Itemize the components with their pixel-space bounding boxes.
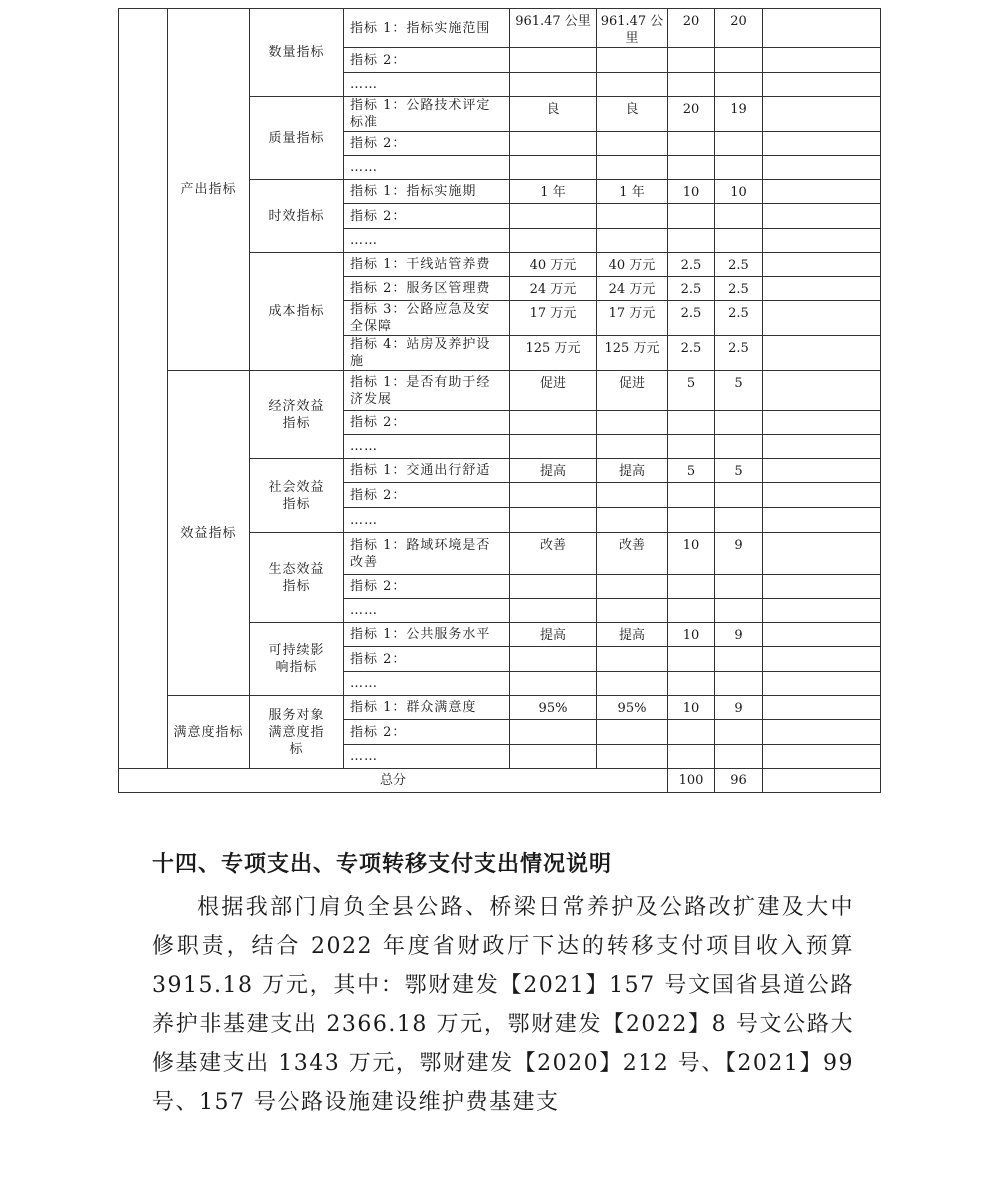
target-value-cell (510, 132, 597, 156)
target-value-cell (510, 483, 597, 508)
actual-value-cell (597, 672, 668, 696)
indicator-name-cell: 指标 1：指标实施期 (344, 180, 510, 204)
indicator-name-cell: 指标 1：是否有助于经济发展 (344, 371, 510, 411)
target-value-cell (510, 156, 597, 180)
actual-value-cell (597, 48, 668, 73)
note-cell (763, 301, 881, 336)
weight-cell: 5 (668, 459, 715, 483)
indicator-name-cell: …… (344, 508, 510, 533)
score-cell: 9 (715, 623, 763, 647)
score-cell (715, 599, 763, 623)
indicator-name-cell: …… (344, 435, 510, 459)
actual-value-cell: 提高 (597, 459, 668, 483)
indicator-name-cell: 指标 3：公路应急及安全保障 (344, 301, 510, 336)
actual-value-cell: 改善 (597, 533, 668, 575)
target-value-cell (510, 508, 597, 533)
target-value-cell (510, 411, 597, 435)
indicator-name-cell: 指标 1：干线站管养费 (344, 253, 510, 277)
target-value-cell: 95% (510, 696, 597, 720)
score-cell: 5 (715, 371, 763, 411)
actual-value-cell: 40 万元 (597, 253, 668, 277)
indicator-name-cell: 指标 2： (344, 204, 510, 229)
score-cell (715, 229, 763, 253)
weight-cell (668, 156, 715, 180)
level3-indicator-cell: 经济效益指标 (250, 371, 344, 459)
actual-value-cell: 良 (597, 97, 668, 132)
target-value-cell: 提高 (510, 623, 597, 647)
target-value-cell (510, 599, 597, 623)
indicator-name-cell: 指标 2： (344, 132, 510, 156)
actual-value-cell: 961.47 公里 (597, 9, 668, 48)
target-value-cell (510, 204, 597, 229)
indicator-name-cell: 指标 1：群众满意度 (344, 696, 510, 720)
indicator-name-cell: 指标 2： (344, 483, 510, 508)
note-cell (763, 508, 881, 533)
level3-indicator-cell: 可持续影响指标 (250, 623, 344, 696)
note-cell (763, 435, 881, 459)
score-cell (715, 720, 763, 745)
weight-cell: 20 (668, 9, 715, 48)
note-cell (763, 132, 881, 156)
indicator-name-cell: 指标 2： (344, 720, 510, 745)
total-score-cell: 96 (715, 769, 763, 793)
note-cell (763, 696, 881, 720)
score-cell (715, 745, 763, 769)
score-cell: 2.5 (715, 336, 763, 371)
target-value-cell: 17 万元 (510, 301, 597, 336)
table-row (119, 371, 881, 411)
weight-cell: 2.5 (668, 301, 715, 336)
target-value-cell: 改善 (510, 533, 597, 575)
weight-cell: 10 (668, 533, 715, 575)
note-cell (763, 647, 881, 672)
note-cell (763, 575, 881, 599)
weight-cell: 5 (668, 371, 715, 411)
level2-indicator-cell: 效益指标 (168, 371, 250, 696)
note-cell (763, 229, 881, 253)
level1-blank-cell (119, 9, 168, 769)
weight-cell (668, 599, 715, 623)
actual-value-cell (597, 73, 668, 97)
target-value-cell: 24 万元 (510, 277, 597, 301)
actual-value-cell: 促进 (597, 371, 668, 411)
indicator-name-cell: 指标 2： (344, 411, 510, 435)
note-cell (763, 156, 881, 180)
performance-table (118, 8, 881, 793)
weight-cell (668, 647, 715, 672)
score-cell: 2.5 (715, 277, 763, 301)
note-cell (763, 672, 881, 696)
target-value-cell: 961.47 公里 (510, 9, 597, 48)
note-cell (763, 720, 881, 745)
note-cell (763, 204, 881, 229)
level3-indicator-cell: 社会效益指标 (250, 459, 344, 533)
table-row (119, 696, 881, 720)
actual-value-cell (597, 508, 668, 533)
score-cell: 2.5 (715, 301, 763, 336)
total-weight-cell: 100 (668, 769, 715, 793)
score-cell (715, 48, 763, 73)
indicator-name-cell: …… (344, 73, 510, 97)
actual-value-cell: 提高 (597, 623, 668, 647)
score-cell (715, 411, 763, 435)
indicator-name-cell: …… (344, 745, 510, 769)
level3-indicator-cell: 成本指标 (250, 253, 344, 371)
weight-cell: 2.5 (668, 253, 715, 277)
indicator-name-cell: …… (344, 672, 510, 696)
weight-cell (668, 411, 715, 435)
weight-cell: 2.5 (668, 336, 715, 371)
actual-value-cell (597, 647, 668, 672)
section-title: 十四、专项支出、专项转移支付支出情况说明 (152, 851, 613, 877)
target-value-cell: 促进 (510, 371, 597, 411)
score-cell (715, 204, 763, 229)
actual-value-cell (597, 132, 668, 156)
indicator-name-cell: 指标 1：指标实施范围 (344, 9, 510, 48)
weight-cell (668, 73, 715, 97)
actual-value-cell (597, 229, 668, 253)
weight-cell (668, 672, 715, 696)
note-cell (763, 533, 881, 575)
target-value-cell (510, 647, 597, 672)
weight-cell: 10 (668, 623, 715, 647)
note-cell (763, 371, 881, 411)
note-cell (763, 277, 881, 301)
note-cell (763, 9, 881, 48)
indicator-name-cell: 指标 2： (344, 48, 510, 73)
indicator-name-cell: 指标 1：公路技术评定标准 (344, 97, 510, 132)
note-cell (763, 483, 881, 508)
actual-value-cell (597, 204, 668, 229)
total-note-cell (763, 769, 881, 793)
actual-value-cell (597, 720, 668, 745)
weight-cell (668, 720, 715, 745)
score-cell (715, 73, 763, 97)
note-cell (763, 253, 881, 277)
level3-indicator-cell: 质量指标 (250, 97, 344, 180)
note-cell (763, 459, 881, 483)
weight-cell: 10 (668, 180, 715, 204)
indicator-name-cell: 指标 2： (344, 575, 510, 599)
actual-value-cell (597, 599, 668, 623)
score-cell (715, 575, 763, 599)
level3-indicator-cell: 服务对象满意度指标 (250, 696, 344, 769)
indicator-name-cell: 指标 1：路域环境是否改善 (344, 533, 510, 575)
note-cell (763, 48, 881, 73)
weight-cell: 2.5 (668, 277, 715, 301)
actual-value-cell (597, 483, 668, 508)
weight-cell (668, 204, 715, 229)
table-row (119, 9, 881, 48)
indicator-name-cell: 指标 1：公共服务水平 (344, 623, 510, 647)
target-value-cell (510, 435, 597, 459)
note-cell (763, 336, 881, 371)
target-value-cell (510, 229, 597, 253)
indicator-name-cell: …… (344, 156, 510, 180)
indicator-name-cell: 指标 2： (344, 647, 510, 672)
section-body: 根据我部门肩负全县公路、桥梁日常养护及公路改扩建及大中修职责，结合 2022 年度省财政厅下达的转移支付项目收入预算 3915.18 万元，其中：鄂财建发【2021】157 号文国省县道公路养护非基建支出 2366.18 万元，鄂财建发【2022】8 号文公路大修基建支出 1343 万元，鄂财建发【2020】212 号、【2021】99 号、157 号公路设施建设维护费基建支 (152, 895, 854, 1115)
score-cell: 19 (715, 97, 763, 132)
indicator-name-cell: …… (344, 599, 510, 623)
total-label: 总分 (119, 769, 668, 793)
target-value-cell (510, 672, 597, 696)
note-cell (763, 73, 881, 97)
note-cell (763, 599, 881, 623)
actual-value-cell: 24 万元 (597, 277, 668, 301)
actual-value-cell (597, 575, 668, 599)
level2-indicator-cell: 满意度指标 (168, 696, 250, 769)
actual-value-cell: 95% (597, 696, 668, 720)
level2-indicator-cell: 产出指标 (168, 9, 250, 371)
note-cell (763, 623, 881, 647)
score-cell: 5 (715, 459, 763, 483)
actual-value-cell (597, 745, 668, 769)
actual-value-cell (597, 435, 668, 459)
level3-indicator-cell: 生态效益指标 (250, 533, 344, 623)
score-cell: 9 (715, 533, 763, 575)
score-cell (715, 647, 763, 672)
level3-indicator-cell: 数量指标 (250, 9, 344, 97)
weight-cell (668, 508, 715, 533)
table-body (119, 9, 881, 793)
indicator-name-cell: 指标 2：服务区管理费 (344, 277, 510, 301)
target-value-cell (510, 48, 597, 73)
weight-cell (668, 575, 715, 599)
weight-cell (668, 229, 715, 253)
score-cell: 9 (715, 696, 763, 720)
indicator-name-cell: …… (344, 229, 510, 253)
score-cell (715, 156, 763, 180)
note-cell (763, 745, 881, 769)
actual-value-cell: 17 万元 (597, 301, 668, 336)
note-cell (763, 97, 881, 132)
score-cell: 20 (715, 9, 763, 48)
actual-value-cell: 1 年 (597, 180, 668, 204)
target-value-cell (510, 745, 597, 769)
target-value-cell: 提高 (510, 459, 597, 483)
level3-indicator-cell: 时效指标 (250, 180, 344, 253)
actual-value-cell (597, 411, 668, 435)
weight-cell: 10 (668, 696, 715, 720)
weight-cell (668, 435, 715, 459)
weight-cell (668, 483, 715, 508)
score-cell: 2.5 (715, 253, 763, 277)
score-cell: 10 (715, 180, 763, 204)
score-cell (715, 672, 763, 696)
target-value-cell (510, 575, 597, 599)
target-value-cell (510, 73, 597, 97)
indicator-name-cell: 指标 1：交通出行舒适 (344, 459, 510, 483)
weight-cell: 20 (668, 97, 715, 132)
weight-cell (668, 48, 715, 73)
indicator-name-cell: 指标 4：站房及养护设施 (344, 336, 510, 371)
score-cell (715, 483, 763, 508)
target-value-cell (510, 720, 597, 745)
note-cell (763, 411, 881, 435)
actual-value-cell (597, 156, 668, 180)
total-row (119, 769, 881, 793)
note-cell (763, 180, 881, 204)
target-value-cell: 40 万元 (510, 253, 597, 277)
target-value-cell: 良 (510, 97, 597, 132)
target-value-cell: 1 年 (510, 180, 597, 204)
score-cell (715, 435, 763, 459)
score-cell (715, 508, 763, 533)
weight-cell (668, 132, 715, 156)
actual-value-cell: 125 万元 (597, 336, 668, 371)
target-value-cell: 125 万元 (510, 336, 597, 371)
weight-cell (668, 745, 715, 769)
score-cell (715, 132, 763, 156)
